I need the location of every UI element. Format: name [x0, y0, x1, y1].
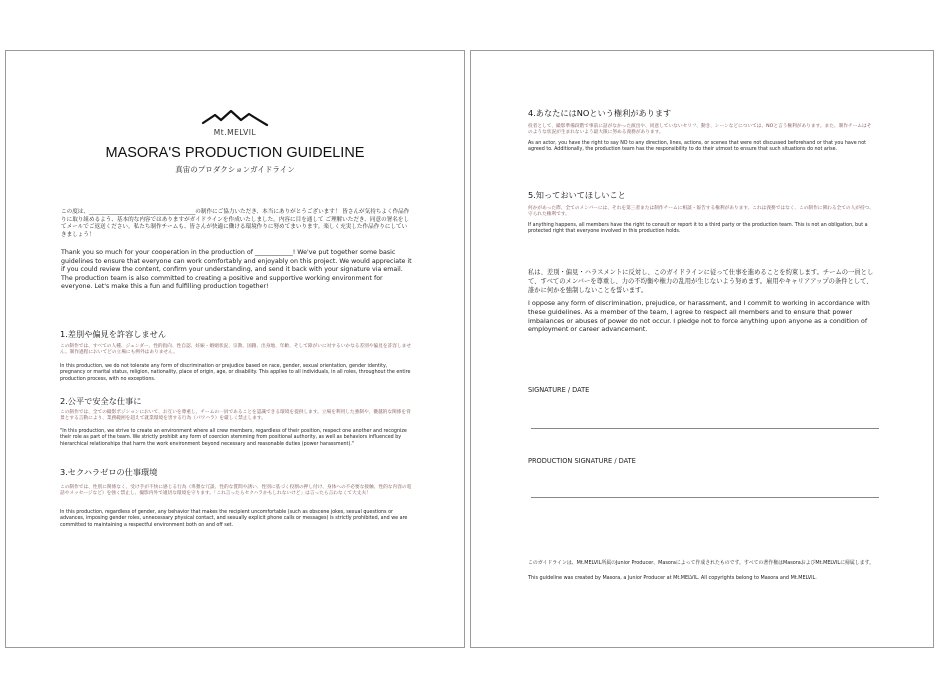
section-1-english: In this production, we do not tolerate any form of discrimination or prejudice based on race, gender, sexual orientation, gender identity, pregnancy or marital status, religion, nationality, place of origin, age, or disability. This applies to all individuals, in all roles, throughout the entire production process, with no exceptions. [60, 364, 411, 382]
mountain-logo-icon [201, 105, 269, 127]
section-2-english: "In this production, we strive to create an environment where all crew members, regardless of their position, respect one another and recognize their role as part of the team. We strictly prohibit any form of coercion stemming from positional authority, as well as behaviors influenced by hierarchical relationships that harm the work environment beyond necessary and reasonable duties (power harassment)." [60, 429, 407, 447]
section-4-english: As an actor, you have the right to say NO to any direction, lines, actions, or scenes that were not discussed beforehand or that you have not agreed to. Additionally, the production team has the responsibility to do their utmost to ensure that such situations do not arise. [528, 141, 867, 153]
intro-japanese: この度は、______________________________________の制作にご協力いただき、本当にありがとうございます！ 皆さんが気持ちよく作品作りに取り組めるよう、基本的な内容ではありますがガイドラインを作成いたしました。内容に目を通して ご理解いただき、同意の署名をしてメールでご返送ください。私たち制作チームも、皆さんが快適に働ける環境作りに努めてまいります。楽しく充実した作品作りにしていきましょう！ [61, 209, 410, 238]
section-5-english: If anything happens, all members have the right to consult or report it to a third party or the production team. This is not an obligation, but a protected right that everyone involved in this production holds. [528, 223, 868, 235]
pledge-japanese: 私は、差別・偏見・ハラスメントに反対し、このガイドラインに従って仕事を進めることを約束します。チームの一員として、すべてのメンバーを尊重し、力の不均衡や権力の乱用が生じないよう努めます。雇用やキャリアアップの条件として、誰かに何かを強制しないことを誓います。 [528, 269, 874, 294]
section-4-japanese: 役者として、撮影準備段階で事前に話がなかった演出や、同意していないセリフ、動き、シーンなどについては、NOと言う権利があります。また、制作チームはそのような状況が生まれないよう最大限に努める義務があります。 [528, 124, 872, 136]
guideline-page-1 [5, 50, 465, 648]
section-3-english: In this production, regardless of gender, any behavior that makes the recipient uncomfortable (such as obscene jokes, sexual questions or advances, imposing gender roles, unnecessary physical contact, and sexually explicit phone calls or messages) is strictly prohibited, and we are committed to maintaining a respectful environment both on and off set. [60, 510, 408, 528]
guideline-page-2 [470, 50, 934, 648]
section-3-japanese: この制作では、性別に関係なく、受け手が不快に感じる行為（卑猥な冗談、性的な質問や誘い、性別に基づく役割の押し付け、身体への不必要な接触、性的な内容の電話やメッセージなど）を強く禁止し、撮影内外で適切な環境を守ります。「これ言ったらセクハラかもしれないけど」は言ったら言わなくて大丈夫！ [60, 485, 412, 497]
intro-english: Thank you so much for your cooperation in the production of ____________! We've put together some basic guidelines to ensure that everyone can work comfortably and enjoyably on this project. We would appreciate it if you could review the content, confirm your understanding, and send it back with your signature via email. The production team is also committed to creating a positive and supportive working environment for everyone. Let's make this a fun and fulfilling production together! [61, 249, 412, 291]
footer-english: This guideline was created by Masora, a Junior Producer at Mt.MELVIL. All copyrights belong to Masora and Mt.MELVIL. [528, 575, 817, 581]
document-title: MASORA'S PRODUCTION GUIDELINE [105, 145, 365, 161]
brand-name: Mt.MELVIL [213, 128, 257, 137]
section-5-heading: 5.知っておいてほしいこと [528, 190, 626, 200]
section-4-heading: 4.あなたにはNOという権利があります [528, 108, 672, 118]
section-1-japanese: この制作では、すべての人種、ジェンダー、性的指向、性自認、妊娠・婚姻状況、宗教、国籍、出身地、年齢、そして障がいに対するいかなる差別や偏見を許容しません。制作過程においてどの立場にも例外はありません。 [60, 344, 412, 356]
production-signature-line[interactable] [531, 497, 879, 498]
production-signature-label: PRODUCTION SIGNATURE / DATE [528, 457, 636, 465]
signature-line[interactable] [531, 428, 879, 429]
section-3-heading: 3.セクハラゼロの仕事環境 [60, 467, 158, 477]
section-2-japanese: この制作では、全ての撮影ポジションにおいて、お互いを尊重し、チームの一員であることを認識できる環境を提供します。立場を利用した強制や、優越的な関係を背景とする言動により、業務範囲を超えて就業環境を害する行為（パワハラ）を厳しく禁止します。 [60, 410, 411, 422]
pledge-english: I oppose any form of discrimination, prejudice, or harassment, and I commit to working in accordance with these guidelines. As a member of the team, I agree to respect all members and to ensure that power imbalances or abuses of power do not occur. I pledge not to force anything upon anyone as a condition of employment or career advancement. [528, 299, 870, 334]
document-subtitle: 真宙のプロダクションガイドライン [175, 165, 295, 174]
section-2-heading: 2.公平で安全な仕事に [60, 396, 142, 406]
footer-japanese: このガイドラインは、Mt.MELVIL所属のJunior Producer、Masoraによって作成されたものです。すべての著作権はMasoraおよびMt.MELVILに帰属します。 [528, 560, 874, 566]
section-5-japanese: 何かがあった際、全てのメンバーには、それを第三者または制作チームに相談・報告する権利があります。これは義務ではなく、この制作に関わる全ての人が持つ、守られた権利です。 [528, 206, 874, 218]
signature-label: SIGNATURE / DATE [528, 386, 590, 394]
section-1-heading: 1.差別や偏見を許容しません [60, 329, 167, 339]
